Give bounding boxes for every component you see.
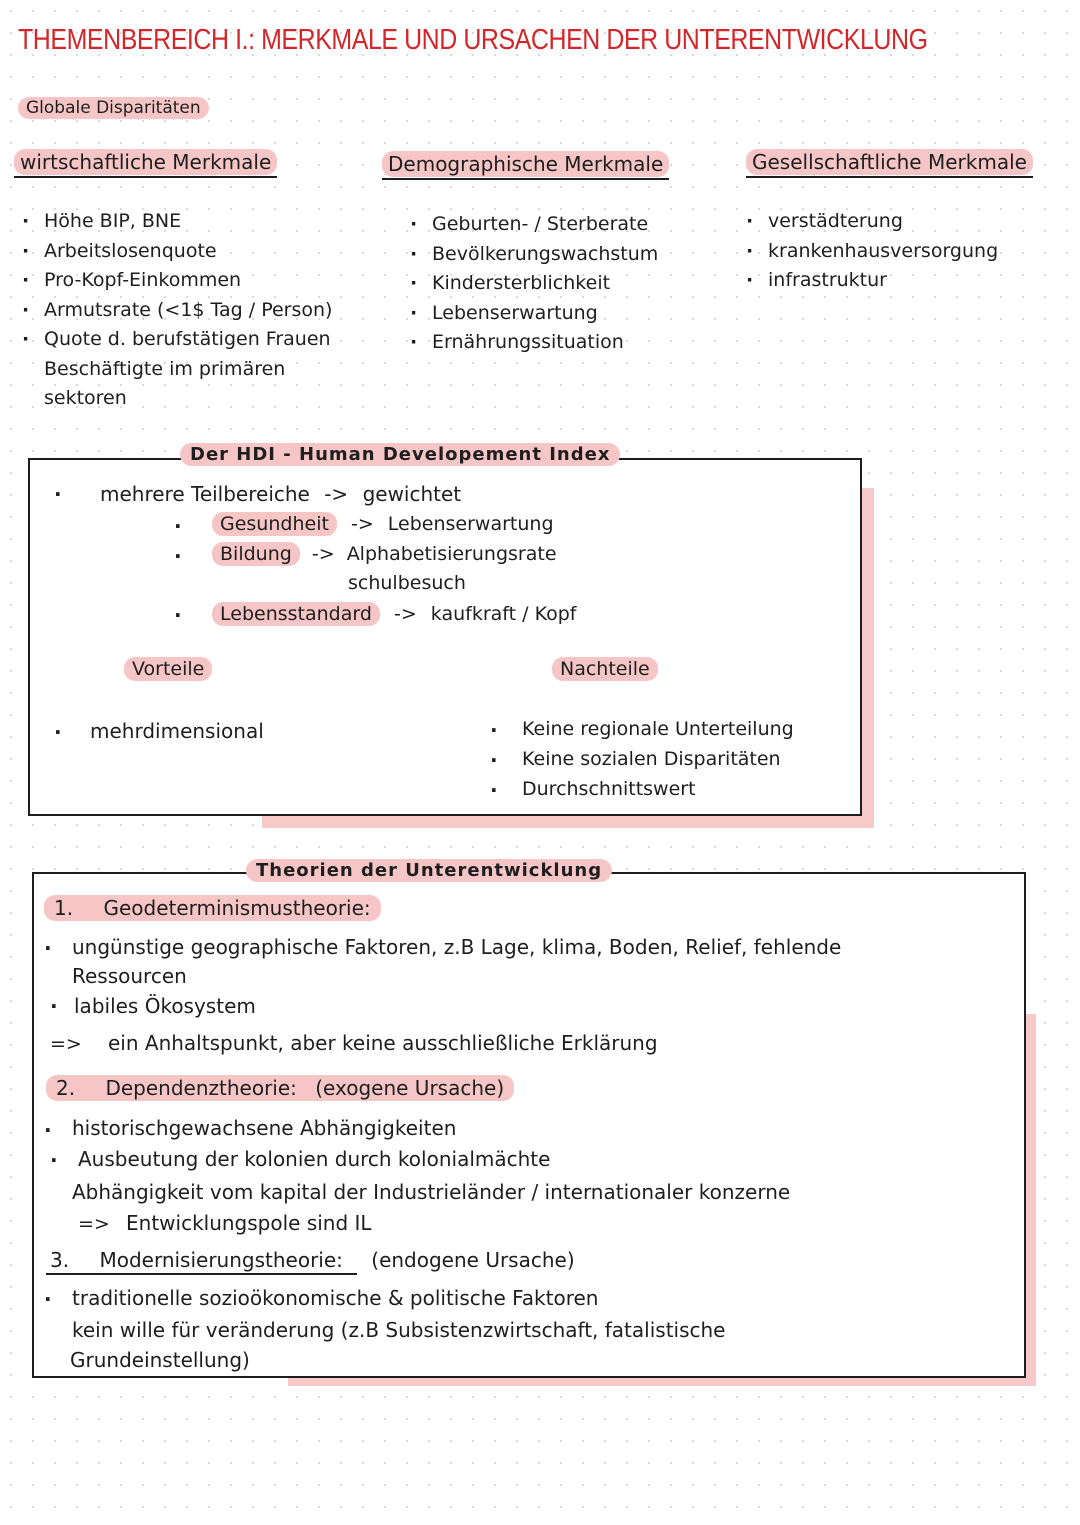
list-item: sektoren <box>44 387 127 409</box>
list-item: · Bevölkerungswachstum <box>404 240 658 270</box>
nachteil-item: Durchschnittswert <box>522 778 696 800</box>
hdi-line-gesundheit <box>212 513 554 535</box>
list-item: · Lebenserwartung <box>404 299 658 329</box>
theorie-2-line4: Entwicklungspole sind IL <box>126 1211 372 1235</box>
theorie-3-number: 3. <box>50 1248 70 1272</box>
theorie-3-heading <box>46 1248 575 1272</box>
bullet-icon: · <box>490 778 498 802</box>
column-header-gesellschaft-label: Gesellschaftliche Merkmale <box>746 149 1033 175</box>
theorie-1-name: Geodeterminismustheorie: <box>103 896 371 920</box>
theorie-3-line2: kein wille für veränderung (z.B Subsistenzwirtschaft, fatalistische <box>72 1318 726 1342</box>
bullet-icon: · <box>174 514 182 538</box>
theorie-2-heading <box>46 1076 514 1100</box>
bullet-icon: · <box>50 994 58 1018</box>
theorie-1-line1: ungünstige geographische Faktoren, z.B Lage, klima, Boden, Relief, fehlende <box>72 935 842 959</box>
theorie-1-heading-label <box>44 895 381 921</box>
column-header-gesellschaft <box>746 150 1033 178</box>
vorteile-label: Vorteile <box>124 657 212 681</box>
hdi-bildung-label: Bildung <box>212 542 300 566</box>
theorie-1-line4: ein Anhaltspunkt, aber keine ausschließliche Erklärung <box>108 1031 658 1055</box>
list-demographie <box>404 210 658 358</box>
hdi-teilbereiche-label: mehrere Teilbereiche <box>100 482 310 506</box>
bullet-icon: · <box>174 603 182 627</box>
list-item: · infrastruktur <box>740 266 998 296</box>
list-item: · Höhe BIP, BNE <box>16 207 332 237</box>
bullet-icon: · <box>54 720 62 744</box>
nachteile-label: Nachteile <box>552 657 658 681</box>
nachteile-heading <box>552 658 658 680</box>
list-item: · Pro-Kopf-Einkommen <box>16 266 332 296</box>
bullet-icon: · <box>44 936 52 960</box>
list-item: · verstädterung <box>740 207 998 237</box>
vorteil-item: mehrdimensional <box>90 719 264 743</box>
bullet-icon: · <box>490 718 498 742</box>
hdi-gesundheit-label: Gesundheit <box>212 512 337 536</box>
arrow-icon: -> <box>350 513 374 535</box>
list-item: · Armutsrate (<1$ Tag / Person) <box>16 296 332 326</box>
vorteile-heading <box>124 658 212 680</box>
hdi-gesundheit-value: Lebenserwartung <box>387 513 554 535</box>
hdi-line-lebensstandard <box>212 603 576 625</box>
column-header-demographie-label: Demographische Merkmale <box>382 151 669 177</box>
theorie-2-heading-label <box>46 1075 514 1101</box>
column-header-wirtschaft-label: wirtschaftliche Merkmale <box>14 149 277 175</box>
column-header-wirtschaft <box>14 150 277 178</box>
list-item: · Quote d. berufstätigen Frauen <box>16 325 332 355</box>
theorie-2-line3: Abhängigkeit vom kapital der Industrieländer / internationaler konzerne <box>72 1180 791 1204</box>
theorie-2-number: 2. <box>56 1076 76 1100</box>
theorien-title-label: Theorien der Unterentwicklung <box>246 859 612 882</box>
list-wirtschaft <box>16 207 332 414</box>
arrow-icon: -> <box>324 482 349 506</box>
theorie-2-cause: (exogene Ursache) <box>315 1076 505 1100</box>
list-gesellschaft <box>740 207 998 296</box>
list-item: · Ernährungssituation <box>404 328 658 358</box>
page-title: THEMENBEREICH I.: MERKMALE UND URSACHEN DER UNTERENTWICKLUNG <box>18 24 928 56</box>
bullet-icon: · <box>44 1287 52 1311</box>
theorie-3-line1: traditionelle sozioökonomische & politische Faktoren <box>72 1286 599 1310</box>
hdi-bildung-value: Alphabetisierungsrate <box>346 543 557 565</box>
hdi-gewichtet-label: gewichtet <box>362 482 462 506</box>
theorie-1-number: 1. <box>54 896 74 920</box>
list-item: · Geburten- / Sterberate <box>404 210 658 240</box>
arrow-icon: -> <box>311 543 335 565</box>
bullet-icon: · <box>174 544 182 568</box>
bullet-icon: · <box>50 1148 58 1172</box>
theorie-3-line3: Grundeinstellung) <box>70 1348 250 1372</box>
list-item: · Arbeitslosenquote <box>16 237 332 267</box>
theorie-3-heading-underline <box>46 1248 357 1275</box>
hdi-line-bildung <box>212 543 557 565</box>
bullet-icon: · <box>490 748 498 772</box>
theorie-2-arrow: => <box>78 1213 110 1235</box>
hdi-lebensstandard-value: kaufkraft / Kopf <box>430 603 577 625</box>
hdi-lebensstandard-label: Lebensstandard <box>212 602 380 626</box>
theorie-2-line2: Ausbeutung der kolonien durch kolonialmächte <box>78 1147 551 1171</box>
list-item: · krankenhausversorgung <box>740 237 998 267</box>
theorien-title <box>246 860 612 881</box>
bullet-icon: · <box>54 482 62 506</box>
hdi-title-label: Der HDI - Human Developement Index <box>180 443 620 466</box>
theorie-2-line1: historischgewachsene Abhängigkeiten <box>72 1116 457 1140</box>
list-item: · Kindersterblichkeit <box>404 269 658 299</box>
arrow-icon: -> <box>393 603 417 625</box>
hdi-title <box>180 444 620 465</box>
column-header-demographie <box>382 152 669 180</box>
theorie-1-heading <box>44 896 381 920</box>
topic-tag <box>18 98 209 118</box>
topic-tag-label: Globale Disparitäten <box>18 97 209 119</box>
theorie-3-cause: (endogene Ursache) <box>371 1248 575 1272</box>
nachteil-item: Keine sozialen Disparitäten <box>522 748 781 770</box>
hdi-bildung-value2: schulbesuch <box>348 572 466 594</box>
list-item: Beschäftigte im primären <box>44 357 286 380</box>
hdi-line-teilbereiche <box>100 482 461 506</box>
theorie-3-name: Modernisierungstheorie: <box>99 1248 343 1272</box>
nachteil-item: Keine regionale Unterteilung <box>522 718 794 740</box>
theorie-1-line2: Ressourcen <box>72 964 187 988</box>
bullet-icon: · <box>44 1118 52 1142</box>
theorie-1-line3: labiles Ökosystem <box>74 994 256 1018</box>
theorie-2-name: Dependenztheorie: <box>105 1076 297 1100</box>
theorie-1-arrow: => <box>50 1033 82 1055</box>
